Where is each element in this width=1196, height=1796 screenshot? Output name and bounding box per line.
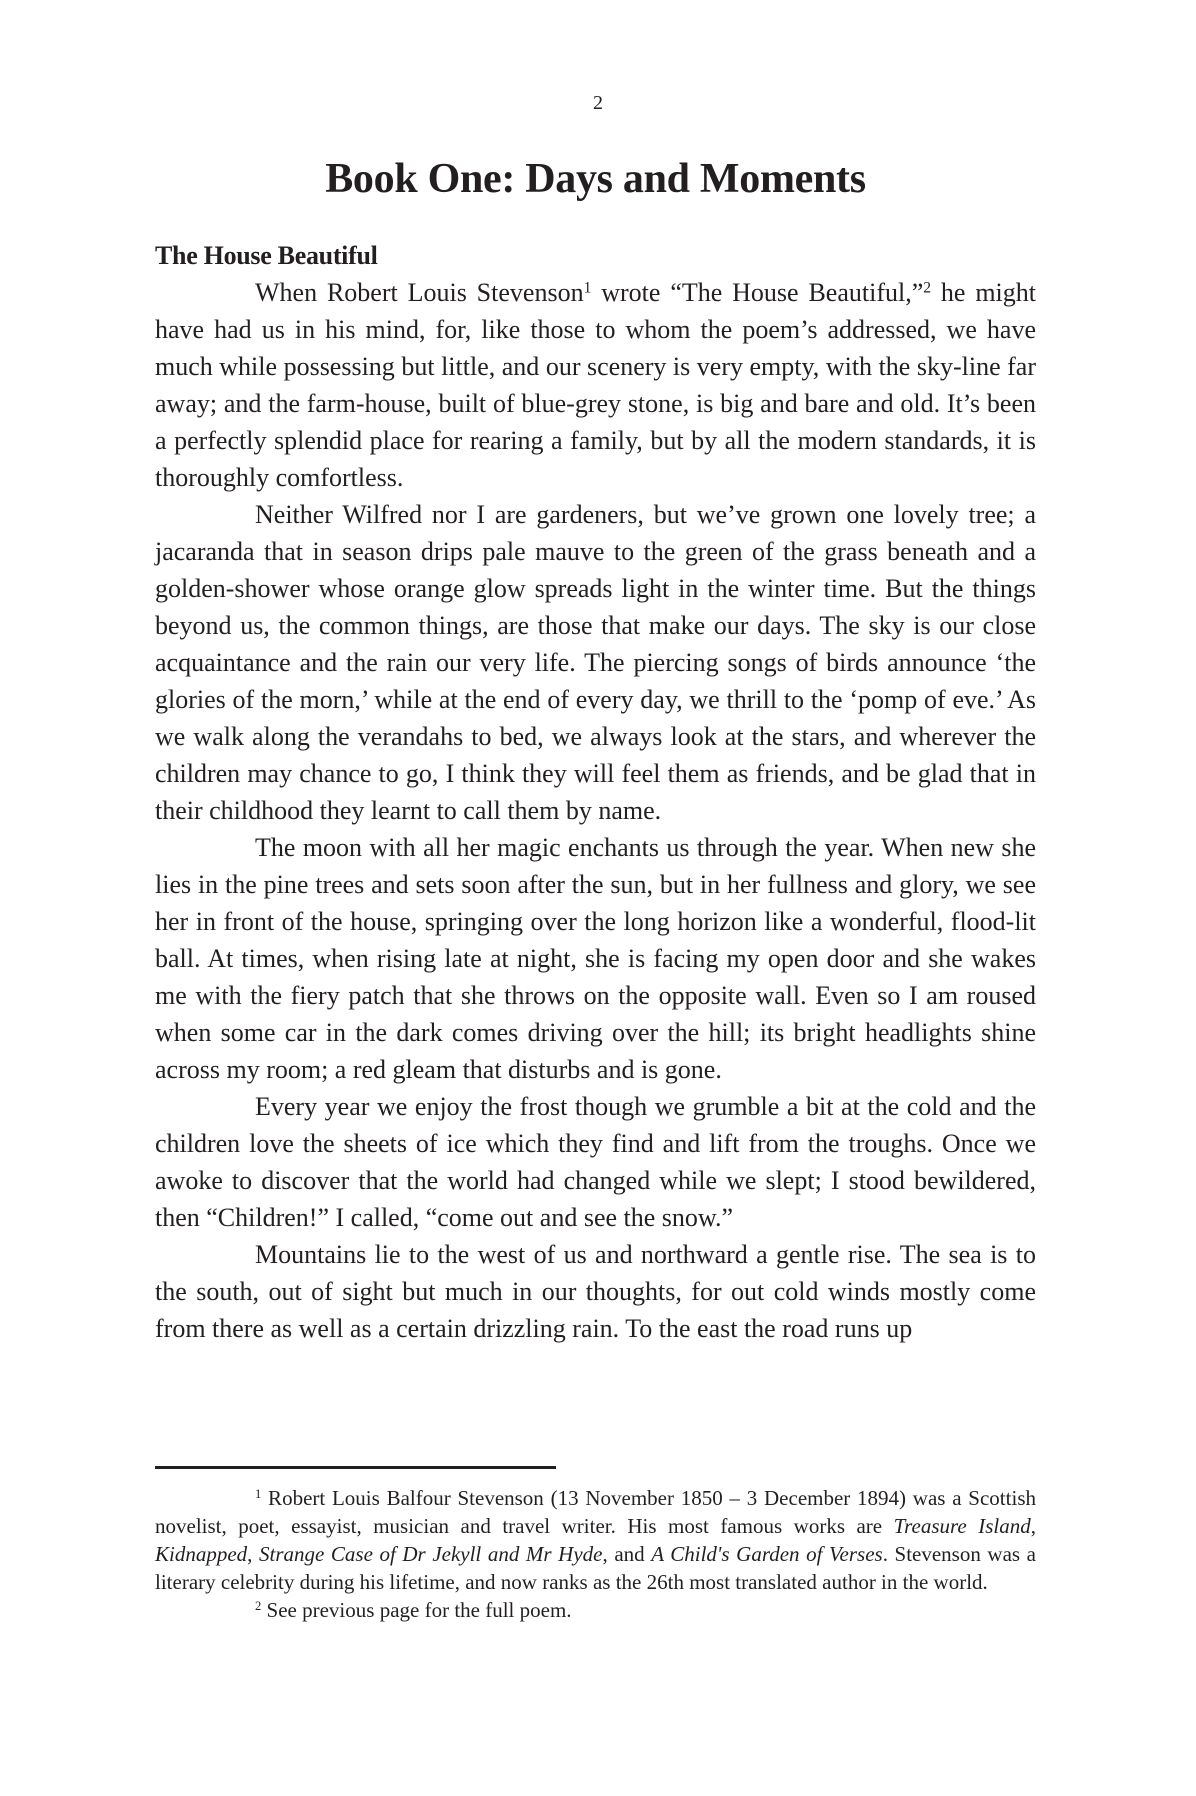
footnote-2 (155, 1596, 1036, 1624)
work-title: Strange Case of Dr Jekyll and Mr Hyde (259, 1542, 603, 1566)
work-title: A Child's Garden of Verses (651, 1542, 883, 1566)
paragraph: Neither Wilfred nor I are gardeners, but we’ve grown one lovely tree; a jacaranda that in season drips pale mauve to the green of the grass beneath and a golden-shower whose orange glow spreads light in the winter time. But the things beyond us, the common things, are those that make our days. The sky is our close acquaintance and the rain our very life. The piercing songs of birds announce ‘the glories of the morn,’ while at the end of every day, we thrill to the ‘pomp of eve.’ As we walk along the verandahs to bed, we always look at the stars, and wherever the children may chance to go, I think they will feel them as friends, and be glad that in their childhood they learnt to call them by name. (155, 500, 1036, 825)
chapter-title: Book One: Days and Moments (325, 156, 866, 202)
paragraph-text: he might have had us in his mind, for, like those to whom the poem’s addressed, we have much while possessing but little, and our scenery is very empty, with the sky-line far away; and the farm-house, built of blue-grey stone, is big and bare and old. It’s been a perfectly splendid place for rearing a family, but by all the modern standards, it is thoroughly comfortless. (155, 278, 1037, 492)
footnote-1 (155, 1484, 1036, 1596)
paragraph: Every year we enjoy the frost though we grumble a bit at the cold and the children love the sheets of ice which they find and lift from the troughs. Once we awoke to discover that the world had changed while we slept; I stood bewildered, then “Children!” I called, “come out and see the snow.” (155, 1092, 1036, 1232)
paragraph: Mountains lie to the west of us and northward a gentle rise. The sea is to the south, out of sight but much in our thoughts, for out cold winds mostly come from there as well as a certain drizzling rain. To the east the road runs up (155, 1240, 1036, 1343)
work-title: Treasure Island (893, 1514, 1031, 1538)
paragraph-text: wrote “The House Beautiful,” (591, 278, 924, 307)
footnote-text: See previous page for the full poem. (261, 1598, 572, 1622)
section-content (155, 237, 1036, 1347)
footnote-text: Robert Louis Balfour Stevenson (13 November 1850 – 3 December 1894) was a Scottish novelist, poet, essayist, musician and travel writer. His most famous works are (155, 1486, 1036, 1538)
footnote-separator (155, 1466, 556, 1469)
separator: , (247, 1542, 259, 1566)
footnote-text: . Stevenson was a literary celebrity during his lifetime, and now ranks as the 26th most translated author in the world. (155, 1542, 1036, 1594)
section-heading: The House Beautiful (155, 241, 378, 270)
separator: , (1030, 1514, 1036, 1538)
footnotes (155, 1484, 1036, 1624)
paragraph-text: When Robert Louis Stevenson (255, 278, 584, 307)
footnote-marker: 1 (255, 1487, 262, 1502)
footnote-ref-1[interactable]: 1 (583, 279, 592, 297)
page-number: 2 (593, 92, 603, 114)
work-title: Kidnapped (155, 1542, 248, 1566)
footnote-marker: 2 (255, 1599, 262, 1614)
separator: , and (602, 1542, 652, 1566)
paragraph (155, 274, 1036, 496)
footnote-ref-2[interactable]: 2 (923, 279, 932, 297)
paragraph: The moon with all her magic enchants us through the year. When new she lies in the pine trees and sets soon after the sun, but in her fullness and glory, we see her in front of the house, springing over the long horizon like a wonderful, flood-lit ball. At times, when rising late at night, she is facing my open door and she wakes me with the fiery patch that she throws on the opposite wall. Even so I am roused when some car in the dark comes driving over the hill; its bright headlights shine across my room; a red gleam that disturbs and is gone. (155, 833, 1036, 1084)
